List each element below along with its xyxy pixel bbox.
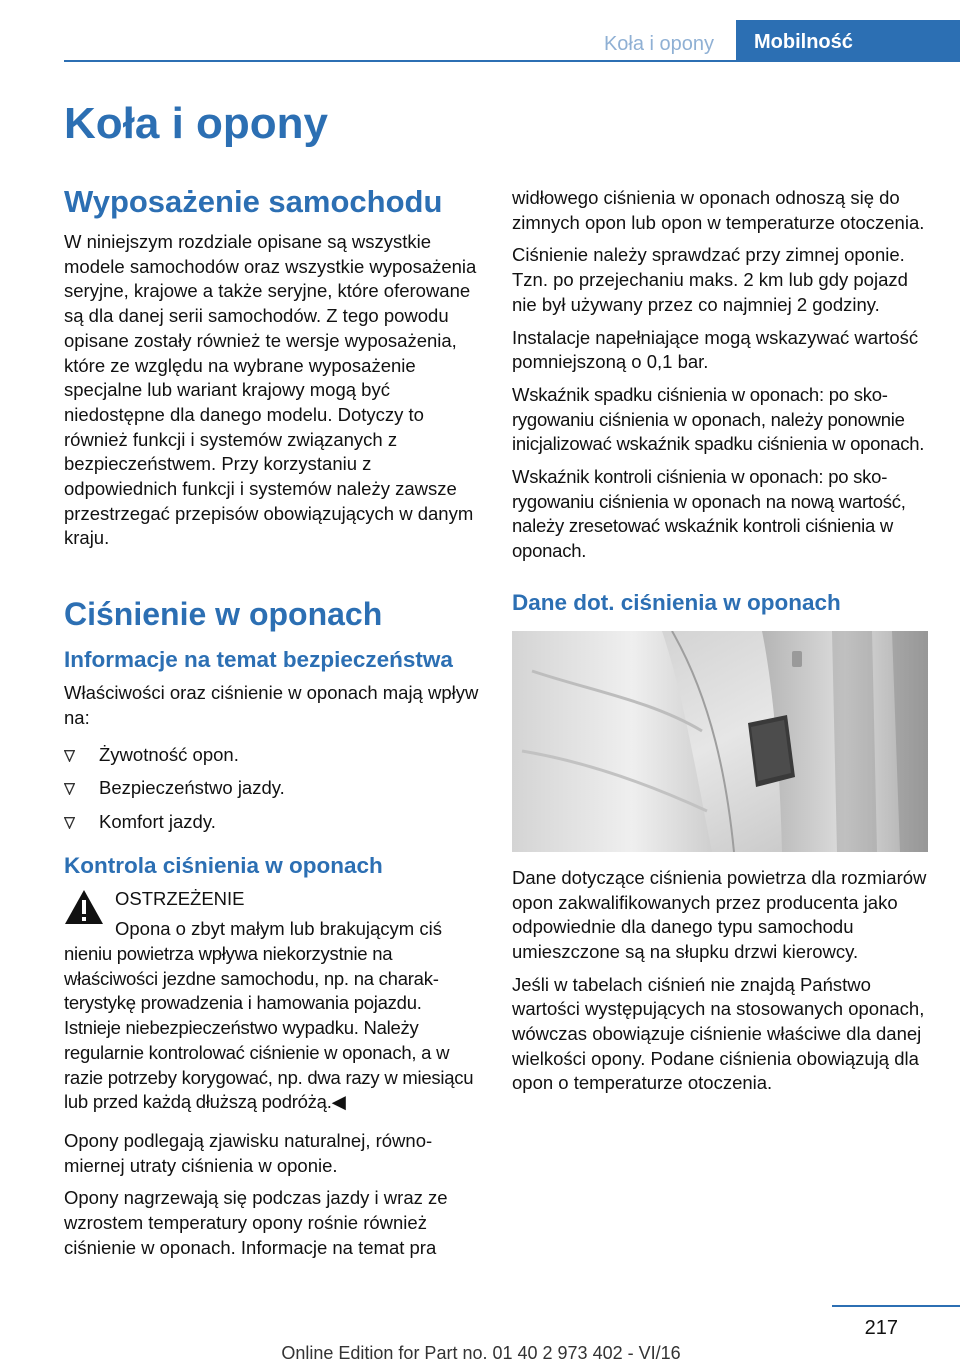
paragraph-pressure-loss: Opony podlegają zjawisku naturalnej, równomiernej utraty ciśnienia w oponie. — [64, 1129, 433, 1176]
list-item — [64, 743, 480, 768]
right-column — [512, 182, 928, 1096]
equipment-heading: Wyposażenie samochodu — [64, 184, 443, 219]
list-item — [64, 776, 480, 801]
equipment-text: W niniejszym rozdziale opisane są wszystkie modele samochodów oraz wszystkie wyposażenia seryjne, krajowe a także seryjne, które oferowane są dla danej serii samochodów. Z tego powodu opisane zostały również te wersje wyposażenia, które ze względu na wybrane wyposażenie specjalne lub wariant krajowy mogą być niedostępne dla danego modelu. Dotyczy to również funkcji i systemów związanych z bezpieczeństwem. Przy korzystaniu z odpowiednich funkcji i systemów należy zawsze przestrzegać przepisów obowiązujących w danym kraju. — [64, 231, 477, 549]
tire-pressure-heading: Ciśnienie w oponach — [64, 596, 383, 633]
header-chapter-tab: Mobilność — [736, 20, 960, 62]
triangle-bullet-icon — [64, 783, 75, 795]
footer-rule — [832, 1305, 960, 1307]
page-title: Koła i opony — [64, 99, 328, 148]
page-number: 217 — [864, 1317, 898, 1339]
edition-footer: Online Edition for Part no. 01 40 2 973 402 - VI/16 — [281, 1343, 681, 1362]
list-item-text: Bezpieczeństwo jazdy. — [99, 777, 285, 799]
bullet-list — [64, 743, 480, 835]
triangle-bullet-icon — [64, 750, 75, 762]
header-rule — [64, 60, 960, 62]
paragraph-pressure-data: Dane dotyczące ciśnienia powietrza dla rozmiarów opon zakwalifikowanych przez producenta jako odpowiednie dla danego typu samochodu umieszczone są na słupku drzwi kierowcy. — [512, 866, 927, 962]
warning-label: OSTRZEŻENIE — [115, 887, 245, 909]
paragraph-filling-installations: Instalacje napełniające mogą wskazywać wartość pomniejszoną o 0,1 bar. — [512, 326, 919, 373]
paragraph-check-cold: Ciśnienie należy sprawdzać przy zimnej oponie. Tzn. po przejechaniu maks. 2 km lub gdy pojazd nie był używany przez co najmniej 2 godziny. — [512, 244, 908, 315]
list-item-text: Komfort jazdy. — [99, 810, 216, 832]
header-section-title: Koła i opony — [603, 33, 715, 55]
safety-info-text: Właściwości oraz ciśnienie w oponach mają wpływ na: — [64, 682, 479, 728]
paragraph-temperature: Opony nagrzewają się podczas jazdy i wraz ze wzrostem temperatury opony rośnie również ciśnienie w oponach. Informacje na temat pra — [64, 1187, 448, 1258]
warning-triangle-icon — [64, 889, 104, 925]
paragraph-pressure-monitor: Wskaźnik kontroli ciśnienia w oponach: po skorygowaniu ciśnienia w oponach na nową wartość, należy zresetować wskaźnik kontroli ciśnienia w oponach. — [512, 466, 906, 562]
list-item-text: Żywotność opon. — [99, 743, 239, 765]
warning-block — [64, 887, 480, 942]
pressure-data-heading: Dane dot. ciśnienia w oponach — [512, 589, 841, 615]
continued-text: widłowego ciśnienia w oponach odnoszą się do zimnych opon lub opon w temperaturze otoczenia. — [512, 187, 925, 233]
paragraph-pressure-table: Jeśli w tabelach ciśnień nie znajdą Państwo wartości występujących na stosowanych oponach, wówczas obowiązuje ciśnienie właściwe dla danej wielkości opony. Podane ciśnienia obowiązują dla opon o temperaturze otoczenia. — [512, 973, 925, 1094]
paragraph-flat-tire-monitor: Wskaźnik spadku ciśnienia w oponach: po skorygowaniu ciśnienia w oponach, należy ponownie inicjalizować wskaźnik spadku ciśnienia w oponach. — [512, 383, 925, 455]
safety-info-heading: Informacje na temat bezpieczeństwa — [64, 647, 453, 673]
triangle-bullet-icon — [64, 817, 75, 829]
warning-text-first-line: Opona o zbyt małym lub brakującym ciś — [115, 918, 442, 940]
car-door-pillar-illustration — [512, 631, 928, 852]
warning-text: nieniu powietrza wpływa niekorzystnie na właściwości jezdne samochodu, np. na charakterystykę prowadzenia i hamowania pojazdu. Istnieje niebezpieczeństwo wypadku. Należy regularnie kontrolować ciśnienie w oponach, a w razie potrzeby korygować, np. dwa razy w miesiącu lub przed każdą dłuższą podróżą.◀ — [64, 943, 474, 1113]
door-pillar-photo — [512, 631, 928, 852]
left-column — [64, 182, 480, 1261]
pressure-control-heading: Kontrola ciśnienia w oponach — [64, 852, 383, 878]
list-item — [64, 810, 480, 835]
